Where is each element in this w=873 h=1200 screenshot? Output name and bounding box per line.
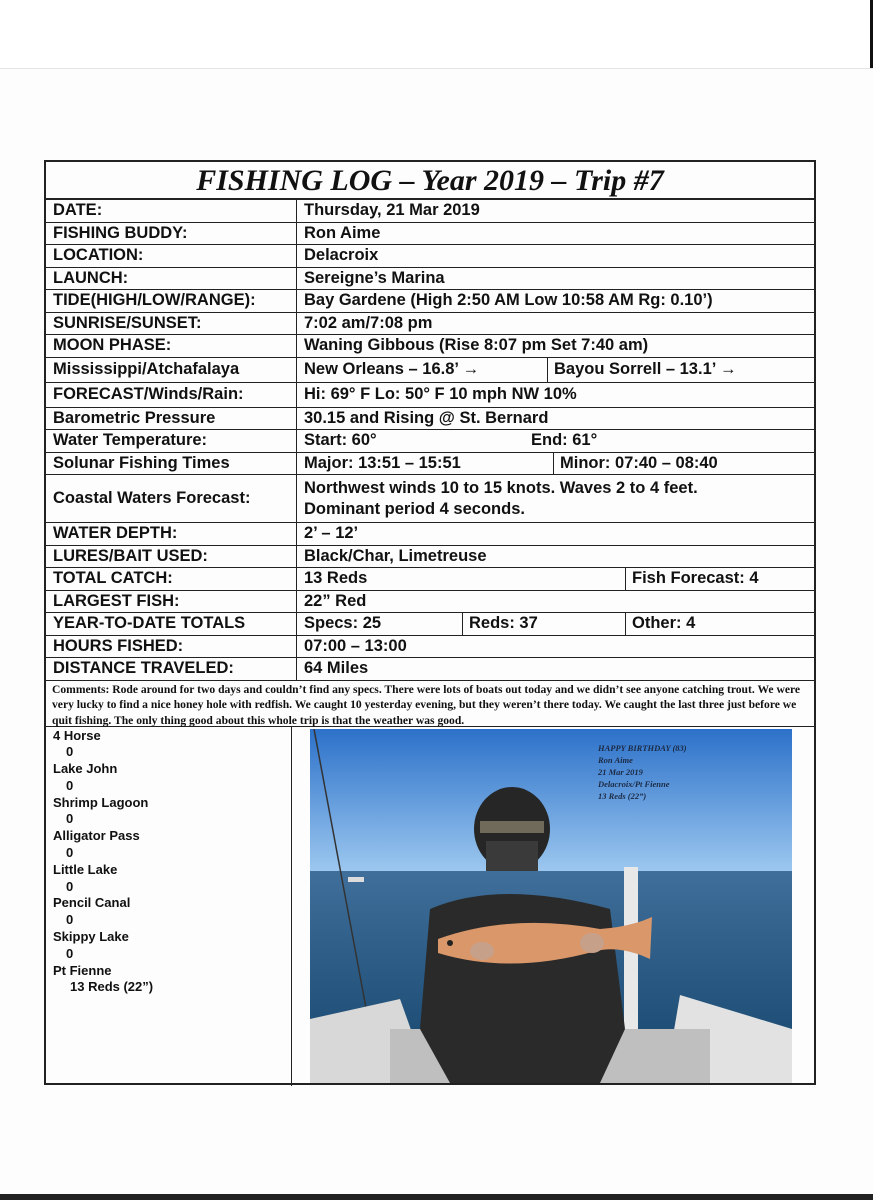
water-temp-start: Start: 60° — [304, 431, 377, 450]
row-launch — [46, 268, 814, 291]
solunar-label: Solunar Fishing Times — [46, 453, 297, 475]
place-name: Lake John — [53, 761, 118, 777]
caption-line-5: 13 Reds (22”) — [598, 790, 647, 801]
hours-label: HOURS FISHED: — [46, 636, 297, 658]
location-label: LOCATION: — [46, 245, 297, 267]
sun-label: SUNRISE/SUNSET: — [46, 313, 297, 335]
fish-forecast: Fish Forecast: 4 — [625, 568, 759, 590]
row-lures — [46, 546, 814, 569]
row-hours — [46, 636, 814, 659]
solunar-minor: Minor: 07:40 – 08:40 — [553, 453, 718, 475]
distance-label: DISTANCE TRAVELED: — [46, 658, 297, 680]
scan-top-margin — [0, 0, 873, 69]
baro-label: Barometric Pressure — [46, 408, 297, 430]
new-orleans-stage: New Orleans – 16.8’ → — [304, 360, 480, 378]
fishing-log-table — [44, 160, 816, 1085]
baro-value: 30.15 and Rising @ St. Bernard — [304, 408, 549, 427]
coastal-line-2: Dominant period 4 seconds. — [304, 499, 525, 518]
coastal-value — [297, 475, 814, 522]
row-date — [46, 200, 814, 223]
coastal-line-1: Northwest winds 10 to 15 knots. Waves 2 to 4 feet. — [304, 478, 698, 497]
row-largest — [46, 591, 814, 614]
place-name: Little Lake — [53, 861, 118, 877]
row-location — [46, 245, 814, 268]
bottom-section — [46, 727, 814, 1086]
catch-label: TOTAL CATCH: — [46, 568, 297, 590]
coastal-label: Coastal Waters Forecast: — [46, 475, 297, 522]
river-label: Mississippi/Atchafalaya — [46, 358, 297, 382]
place-name: Pt Fienne — [53, 962, 112, 978]
catch-cell — [297, 568, 814, 590]
place-name: Alligator Pass — [53, 828, 140, 844]
place-count: 0 — [66, 811, 74, 827]
place-name: 4 Horse — [53, 727, 101, 743]
forecast-value: Hi: 69° F Lo: 50° F 10 mph NW 10% — [304, 385, 577, 403]
ytd-reds: Reds: 37 — [462, 613, 538, 635]
sun-value: 7:02 am/7:08 pm — [304, 313, 433, 332]
caption-line-2: Ron Aime — [598, 754, 633, 765]
caption-line-3: 21 Mar 2019 — [598, 766, 643, 777]
tide-value: Bay Gardene (High 2:50 AM Low 10:58 AM Rg: 0.10’) — [304, 291, 713, 310]
ytd-specs: Specs: 25 — [304, 614, 382, 633]
ytd-cell — [297, 613, 814, 635]
scan-bottom-edge — [0, 1194, 873, 1200]
caption-line-4: Delacroix/Pt Fienne — [598, 778, 670, 789]
row-catch — [46, 568, 814, 591]
largest-value: 22” Red — [304, 591, 367, 610]
hours-value: 07:00 – 13:00 — [304, 636, 407, 655]
row-tide — [46, 290, 814, 313]
row-river — [46, 358, 814, 383]
depth-value: 2’ – 12’ — [304, 524, 359, 543]
place-name: Skippy Lake — [53, 929, 129, 945]
row-sun — [46, 313, 814, 336]
log-title: FISHING LOG – Year 2019 – Trip #7 — [46, 162, 814, 200]
date-label: DATE: — [46, 200, 297, 222]
launch-label: LAUNCH: — [46, 268, 297, 290]
catch-value: 13 Reds — [304, 569, 368, 588]
buddy-value: Ron Aime — [304, 223, 381, 242]
depth-label: WATER DEPTH: — [46, 523, 297, 545]
moon-label: MOON PHASE: — [46, 335, 297, 357]
comments: Comments: Rode around for two days and couldn’t find any specs. There were lots of boats out today and we didn’t see anyone catching trout. We were very lucky to find a nice honey hole with redfish. We caught 10 yesterday evening, but they weren’t there today. We caught the last three just before we quit fishing. The only thing good about this whole trip is that the weather was good. — [46, 681, 814, 727]
solunar-cell — [297, 453, 814, 475]
row-forecast — [46, 383, 814, 408]
water-temp-label: Water Temperature: — [46, 430, 297, 452]
row-solunar — [46, 453, 814, 476]
row-coastal — [46, 475, 814, 523]
buddy-label: FISHING BUDDY: — [46, 223, 297, 245]
ytd-label: YEAR-TO-DATE TOTALS — [46, 613, 297, 635]
row-buddy — [46, 223, 814, 246]
place-name: Pencil Canal — [53, 895, 131, 911]
lures-label: LURES/BAIT USED: — [46, 546, 297, 568]
water-temp-end: End: 61° — [531, 431, 598, 450]
river-cell — [297, 358, 814, 382]
place-count: 0 — [66, 945, 74, 961]
tide-label: TIDE(HIGH/LOW/RANGE): — [46, 290, 297, 312]
place-count: 0 — [66, 744, 74, 760]
largest-label: LARGEST FISH: — [46, 591, 297, 613]
forecast-label: FORECAST/Winds/Rain: — [46, 383, 297, 407]
place-count: 0 — [66, 777, 74, 793]
ytd-other: Other: 4 — [625, 613, 695, 635]
row-ytd — [46, 613, 814, 636]
date-value: Thursday, 21 Mar 2019 — [304, 201, 480, 220]
distance-value: 64 Miles — [304, 659, 369, 678]
launch-value: Sereigne’s Marina — [304, 268, 445, 287]
bayou-sorrell-stage: Bayou Sorrell – 13.1’ → — [547, 358, 737, 382]
places-list — [46, 727, 292, 1086]
moon-value: Waning Gibbous (Rise 8:07 pm Set 7:40 am) — [304, 336, 649, 355]
location-value: Delacroix — [304, 246, 379, 265]
lures-value: Black/Char, Limetreuse — [304, 546, 487, 565]
row-moon — [46, 335, 814, 358]
photo-cell — [292, 727, 814, 1086]
row-baro — [46, 408, 814, 431]
fisherman-photo — [310, 729, 792, 1083]
solunar-major: Major: 13:51 – 15:51 — [304, 453, 461, 472]
place-count: 13 Reds (22”) — [70, 979, 154, 995]
water-temp-cell — [297, 430, 814, 452]
row-distance — [46, 658, 814, 681]
place-count: 0 — [66, 912, 74, 928]
row-water-temp — [46, 430, 814, 453]
place-count: 0 — [66, 845, 74, 861]
place-name: Shrimp Lagoon — [53, 794, 149, 810]
place-count: 0 — [66, 878, 74, 894]
row-depth — [46, 523, 814, 546]
caption-line-1: HAPPY BIRTHDAY (83) — [598, 742, 687, 753]
